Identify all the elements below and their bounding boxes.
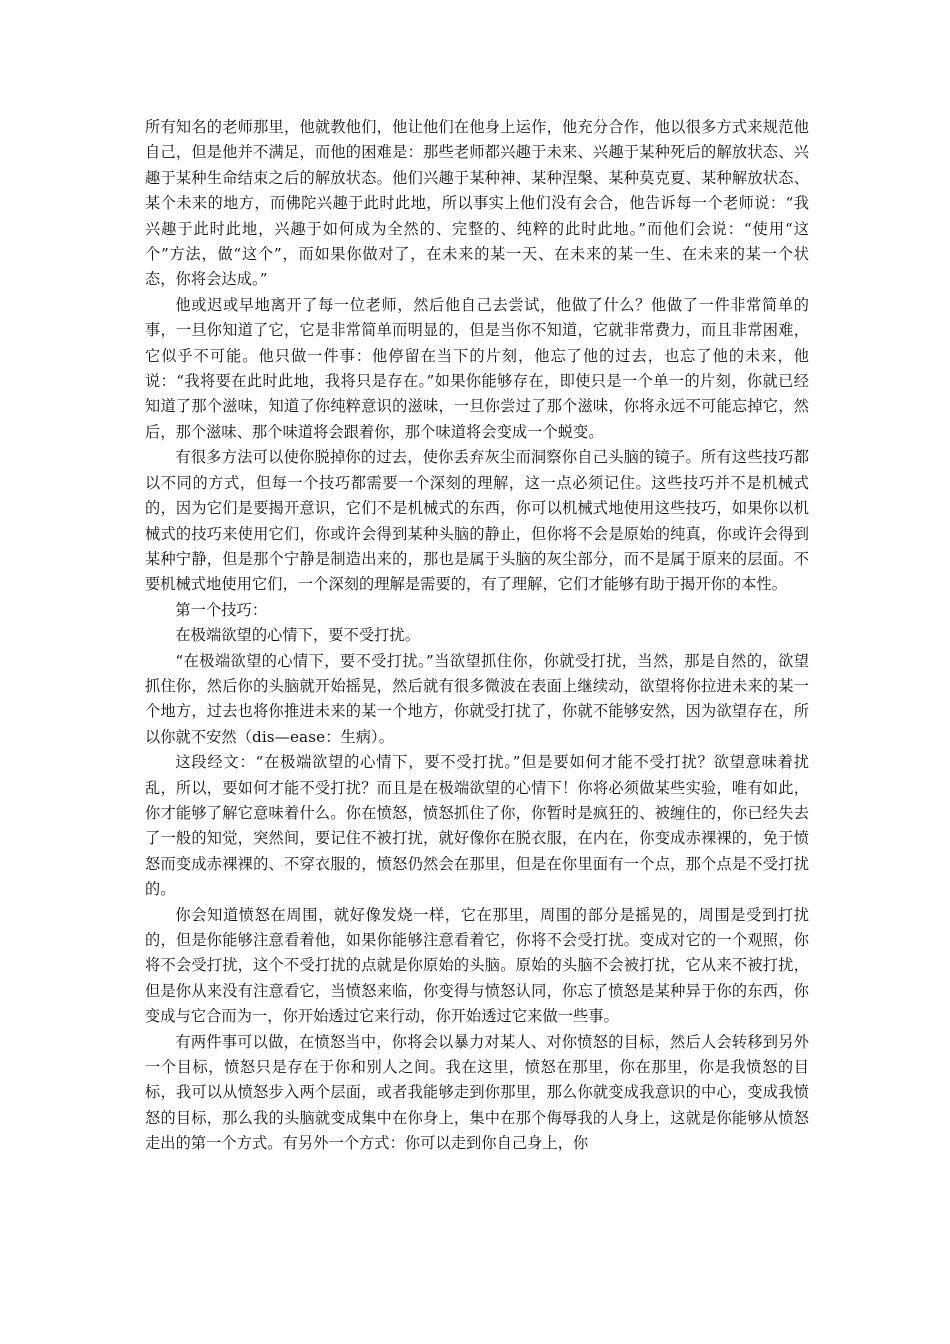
paragraph-7: 这段经文：“在极端欲望的心情下，要不受打扰。”但是要如何才能不受打扰？欲望意味着扰乱，所以，要如何才能不受打扰？而且是在极端欲望的心情下！你将必须做某些实验，唯有如此，你才能够了解它意味着什么。你在愤怒，愤怒抓住了你，你暂时是疯狂的、被缠住的，你已经失去了一般的知觉，突然间，要记住不被打扰，就好像你在脱衣服，在内在，你变成赤裸裸的，免于愤怒而变成赤裸裸的、不穿衣服的，愤怒仍然会在那里，但是在你里面有一个点，那个点是不受打扰的。 (145, 753, 809, 899)
paragraph-9: 有两件事可以做，在愤怒当中，你将会以暴力对某人、对你愤怒的目标，然后人会转移到另外一个目标，愤怒只是存在于你和别人之间。我在这里，愤怒在那里，你在那里，你是我愤怒的目标，我可以从愤怒步入两个层面，或者我能够走到你那里，那么你就变成我意识的中心，变成我愤怒的目标，那么我的头脑就变成集中在你身上，集中在那个侮辱我的人身上，这就是你能够从愤怒走出的第一个方式。有另外一个方式：你可以走到你自己身上，你 (145, 1032, 809, 1153)
paragraph-3: 有很多方法可以使你脱掉你的过去，使你丢弃灰尘而洞察你自己头脑的镜子。所有这些技巧都以不同的方式，但每一个技巧都需要一个深刻的理解，这一点必须记住。这些技巧并不是机械式的，因为它们是要揭开意识，它们不是机械式的东西，你可以机械式地使用这些技巧，如果你以机械式的技巧来使用它们，你或许会得到某种头脑的静止，但你将不会是原始的纯真，你或许会得到某种宁静，但是那个宁静是制造出来的，那也是属于头脑的灰尘部分，而不是属于原来的层面。不要机械式地使用它们，一个深刻的理解是需要的，有了理解，它们才能够有助于揭开你的本性。 (145, 448, 809, 594)
document-page (145, 115, 809, 1157)
paragraph-2: 他或迟或早地离开了每一位老师，然后他自己去尝试，他做了什么？他做了一件非常简单的事，一旦你知道了它，它是非常简单而明显的，但是当你不知道，它就非常费力，而且非常困难，它似乎不可能。他只做一件事：他停留在当下的片刻，他忘了他的过去，也忘了他的未来，他说：“我将要在此时此地，我将只是存在。”如果你能够存在，即使只是一个单一的片刻，你就已经知道了那个滋味，知道了你纯粹意识的滋味，一旦你尝过了那个滋味，你将永远不可能忘掉它，然后，那个滋味、那个味道将会跟着你，那个味道将会变成一个蜕变。 (145, 295, 809, 441)
sutra-line: 在极端欲望的心情下，要不受打扰。 (175, 626, 420, 645)
technique-heading: 第一个技巧： (175, 600, 268, 619)
paragraph-6: “在极端欲望的心情下，要不受打扰。”当欲望抓住你，你就受打扰，当然，那是自然的，欲望抓住你，然后你的头脑就开始摇晃，然后就有很多微波在表面上继续动，欲望将你拉进未来的某一个地方，过去也将你推进未来的某一个地方，你就受打扰了，你就不能够安然，因为欲望存在，所以你就不安然（dis—ease：生病）。 (145, 651, 809, 746)
paragraph-8: 你会知道愤怒在周围，就好像发烧一样，它在那里，周围的部分是摇晃的，周围是受到打扰的，但是你能够注意看着他，如果你能够注意看着它，你将不会受打扰。变成对它的一个观照，你将不会受打扰，这个不受打扰的点就是你原始的头脑。原始的头脑不会被打扰，它从来不被打扰，但是你从来没有注意看它，当愤怒来临，你变得与愤怒认同，你忘了愤怒是某种异于你的东西，你变成与它合而为一，你开始透过它来行动，你开始透过它来做一些事。 (145, 905, 809, 1026)
paragraph-1: 所有知名的老师那里，他就教他们，他让他们在他身上运作，他充分合作，他以很多方式来规范他自己，但是他并不满足，而他的困难是：那些老师都兴趣于未来、兴趣于某种死后的解放状态、兴趣于某种生命结束之后的解放状态。他们兴趣于某种神、某种涅槃、某种莫克夏、某种解放状态、某个未来的地方，而佛陀兴趣于此时此地，所以事实上他们没有会合，他告诉每一个老师说：“我兴趣于此时此地，兴趣于如何成为全然的、完整的、纯粹的此时此地。”而他们会说：“使用“这个”方法，做“这个”，而如果你做对了，在未来的某一天、在未来的某一生、在未来的某一个状态，你将会达成。” (145, 118, 809, 289)
